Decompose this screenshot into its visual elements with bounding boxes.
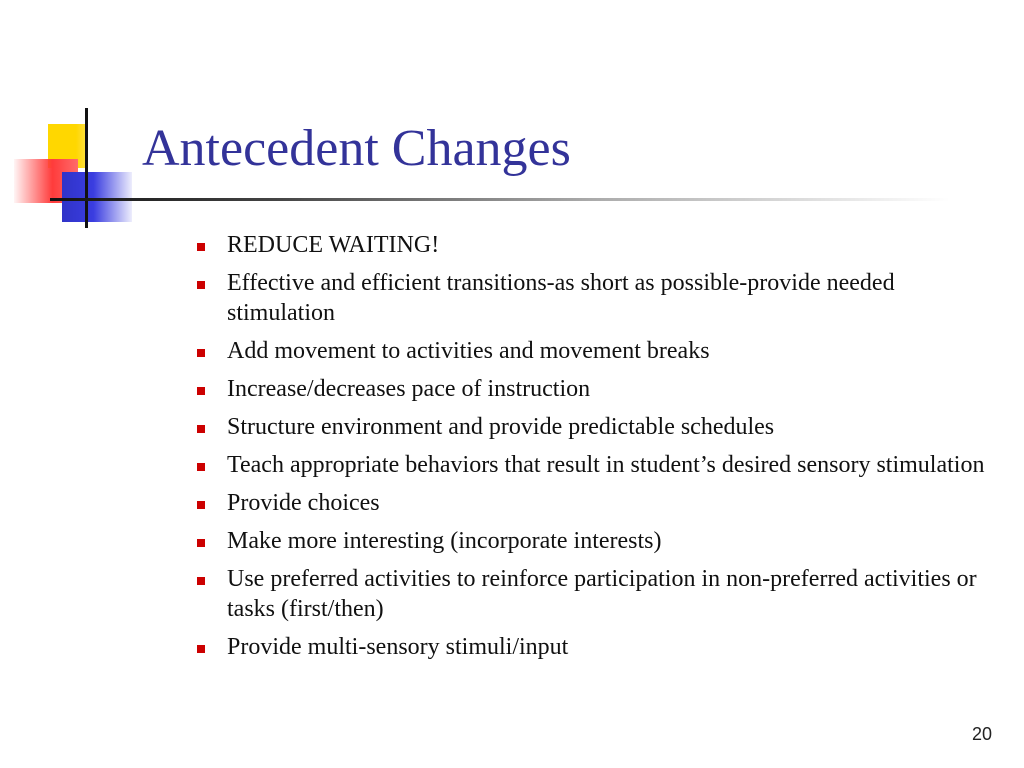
bullet-text: Add movement to activities and movement breaks bbox=[227, 338, 710, 364]
bullet-item bbox=[195, 374, 1000, 404]
bullet-item bbox=[195, 268, 1000, 328]
square-bullet-icon bbox=[197, 425, 205, 433]
bullet-text: Teach appropriate behaviors that result in student’s desired sensory stimulation bbox=[227, 452, 985, 478]
bullet-item bbox=[195, 336, 1000, 366]
bullet-item bbox=[195, 564, 1000, 624]
square-bullet-icon bbox=[197, 645, 205, 653]
square-bullet-icon bbox=[197, 501, 205, 509]
bullet-item bbox=[195, 450, 1000, 480]
bullet-list bbox=[195, 230, 1000, 670]
bullet-item bbox=[195, 526, 1000, 556]
square-bullet-icon bbox=[197, 243, 205, 251]
bullet-item bbox=[195, 230, 1000, 260]
title-underline-rule bbox=[50, 198, 950, 201]
bullet-item bbox=[195, 632, 1000, 662]
bullet-text: Increase/decreases pace of instruction bbox=[227, 376, 591, 402]
square-bullet-icon bbox=[197, 463, 205, 471]
slide-title: Antecedent Changes bbox=[142, 120, 571, 177]
bullet-text: Structure environment and provide predictable schedules bbox=[227, 414, 775, 440]
square-bullet-icon bbox=[197, 387, 205, 395]
bullet-text: Effective and efficient transitions-as short as possible-provide needed stimulation bbox=[227, 270, 895, 326]
vertical-rule bbox=[85, 108, 88, 228]
square-bullet-icon bbox=[197, 577, 205, 585]
bullet-item bbox=[195, 488, 1000, 518]
bullet-item bbox=[195, 412, 1000, 442]
page-number: 20 bbox=[971, 724, 992, 744]
decorative-squares-graphic bbox=[0, 0, 160, 240]
square-bullet-icon bbox=[197, 281, 205, 289]
blue-square bbox=[62, 172, 132, 222]
bullet-text: REDUCE WAITING! bbox=[227, 232, 440, 258]
square-bullet-icon bbox=[197, 349, 205, 357]
bullet-text: Provide multi-sensory stimuli/input bbox=[227, 634, 569, 660]
bullet-text: Provide choices bbox=[227, 490, 380, 516]
bullet-text: Make more interesting (incorporate interests) bbox=[227, 528, 662, 554]
bullet-text: Use preferred activities to reinforce participation in non-preferred activities or tasks (first/then) bbox=[227, 566, 977, 622]
square-bullet-icon bbox=[197, 539, 205, 547]
